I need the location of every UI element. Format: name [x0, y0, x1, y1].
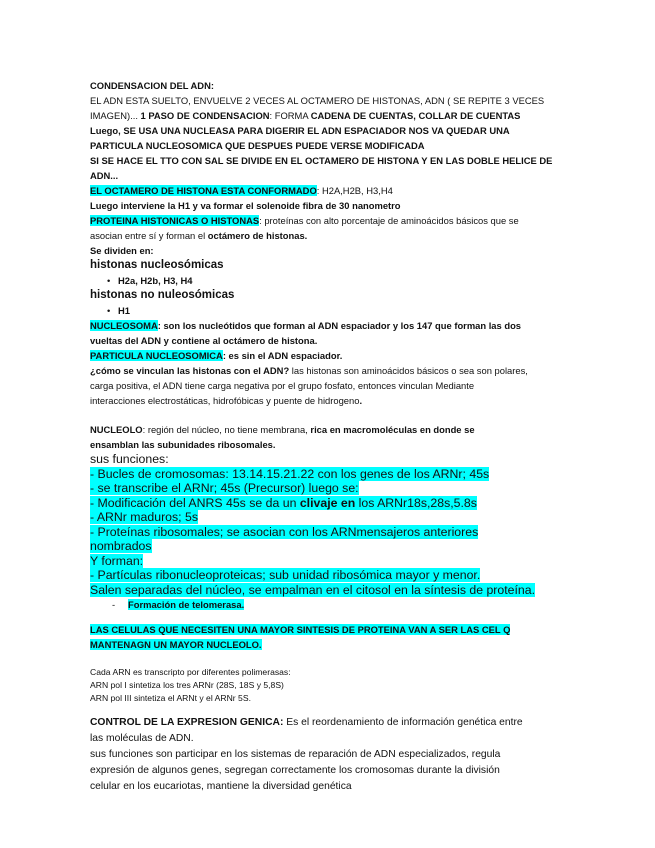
- condensacion-line: PARTICULA NUCLEOSOMICA QUE DESPUES PUEDE VERSE MODIFICADA: [90, 140, 425, 151]
- condensacion-line: SI SE HACE EL TTO CON SAL SE DIVIDE EN EL OCTAMERO DE HISTONA Y EN LAS DOBLE HELICE DE: [90, 155, 553, 166]
- particula-line: PARTICULA NUCLEOSOMICA: es sin el ADN espaciador.: [90, 350, 343, 361]
- proteina-line: PROTEINA HISTONICAS O HISTONAS: proteínas con alto porcentaje de aminoácidos básicos que se: [90, 215, 519, 226]
- arn-line: ARN pol III sintetiza el ARNt y el ARNr 5S.: [90, 693, 251, 703]
- condensacion-line: Luego, SE USA UNA NUCLEASA PARA DIGERIR EL ADN ESPACIADOR NOS VA QUEDAR UNA: [90, 125, 510, 136]
- h1-line: Luego interviene la H1 y va formar el solenoide fibra de 30 nanometro: [90, 200, 401, 211]
- arn-line: Cada ARN es transcripto por diferentes polimerasas:: [90, 667, 291, 677]
- funcion-item: - Bucles de cromosomas: 13.14.15.21.22 con los genes de los ARNr; 45s: [90, 466, 490, 481]
- nucleosomicas-heading: histonas nucleosómicas: [90, 259, 224, 271]
- funcion-item: - se transcribe el ARNr; 45s (Precursor) luego se:: [90, 481, 359, 495]
- nucleosoma-line: NUCLEOSOMA: son los nucleótidos que forman al ADN espaciador y los 147 que forman las dos: [90, 320, 522, 331]
- list-item: • H2a, H2b, H3, H4: [107, 275, 193, 286]
- document-body: [90, 78, 570, 795]
- control-line: CONTROL DE LA EXPRESION GENICA: Es el reordenamiento de información genética entre: [90, 717, 523, 728]
- celulas-line: MANTENAGN UN MAYOR NUCLEOLO.: [90, 639, 262, 650]
- funcion-item: nombrados: [90, 539, 152, 553]
- funcion-item: Y forman:: [90, 553, 144, 568]
- condensacion-line: EL ADN ESTA SUELTO, ENVUELVE 2 VECES AL OCTAMERO DE HISTONAS, ADN ( SE REPITE 3 VECES: [90, 95, 545, 106]
- octamero-line: EL OCTAMERO DE HISTONA ESTA CONFORMADO: H2A,H2B, H3,H4: [90, 185, 393, 196]
- control-line: expresión de algunos genes, segregan correctamente los cromosomas durante la división: [90, 765, 500, 776]
- condensacion-line: ADN...: [90, 170, 119, 181]
- dividen-label: Se dividen en:: [90, 245, 154, 256]
- control-line: sus funciones son participar en los sistemas de reparación de ADN especializados, regula: [90, 749, 501, 760]
- arn-line: ARN pol I sintetiza los tres ARNr (28S, 18S y 5,8S): [90, 680, 284, 690]
- celulas-line: LAS CELULAS QUE NECESITEN UNA MAYOR SINTESIS DE PROTEINA VAN A SER LAS CEL Q: [90, 624, 511, 635]
- funcion-item: - Proteínas ribosomales; se asocian con los ARNmensajeros anteriores: [90, 524, 479, 539]
- control-line: celular en los eucariotas, mantiene la diversidad genética: [90, 781, 352, 792]
- question-line: carga positiva, el ADN tiene carga negativa por el grupo fosfato, entonces vinculan Mediante: [90, 380, 475, 391]
- list-item: • H1: [107, 305, 130, 316]
- nucleosoma-line: vueltas del ADN y contiene al octámero de histona.: [90, 335, 318, 346]
- condensacion-line: IMAGEN)... 1 PASO DE CONDENSACION: FORMA CADENA DE CUENTAS, COLLAR DE CUENTAS: [90, 110, 521, 121]
- question-line: ¿cómo se vinculan las histonas con el ADN? las histonas son aminoácidos básicos o sea son polares,: [90, 365, 528, 376]
- no-nucleosomicas-heading: histonas no nuleosómicas: [90, 289, 235, 301]
- telomerasa-item: - Formación de telomerasa.: [112, 599, 245, 610]
- condensacion-title: CONDENSACION DEL ADN:: [90, 80, 214, 91]
- funcion-item: - Partículas ribonucleoproteicas; sub unidad ribosómica mayor y menor.: [90, 568, 481, 582]
- proteina-line: asocian entre sí y forman el octámero de histonas.: [90, 230, 308, 241]
- funcion-item: - ARNr maduros; 5s: [90, 510, 198, 524]
- funciones-label: sus funciones:: [90, 452, 169, 466]
- bullet-icon: •: [107, 275, 111, 286]
- nucleolo-line: NUCLEOLO: región del núcleo, no tiene membrana, rica en macromoléculas en donde se: [90, 424, 475, 435]
- control-line: las moléculas de ADN.: [90, 733, 194, 744]
- funcion-item: Salen separadas del núcleo, se empalman en el citosol en la síntesis de proteína.: [90, 582, 536, 597]
- nucleolo-line: ensamblan las subunidades ribosomales.: [90, 439, 276, 450]
- bullet-icon: •: [107, 305, 111, 316]
- question-line: interacciones electrostáticas, hidrofóbicas y puente de hidrogeno.: [90, 395, 363, 406]
- funcion-item: - Modificación del ANRS 45s se da un clivaje en los ARNr18s,28s,5.8s: [90, 495, 477, 510]
